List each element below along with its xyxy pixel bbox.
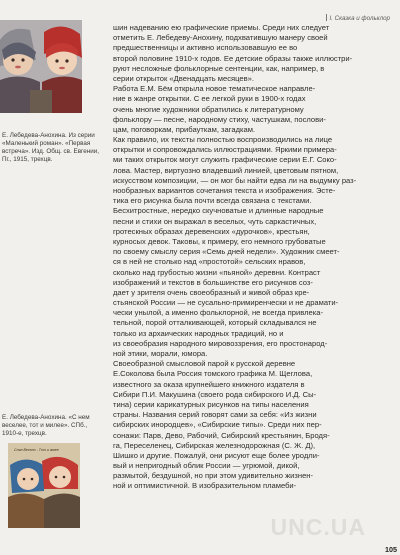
body-text-line: второй половине 1910-х годов. Ее детские образы также иллюстри- <box>113 53 353 63</box>
body-text-line: шин надеванию ею графические приемы. Среди них следует <box>113 23 330 32</box>
body-text-line: ми таких открыток могут служить графические серии Е.Г. Соко- <box>113 155 337 165</box>
figure-2-caption <box>2 414 90 438</box>
illustration-children-winter-art <box>0 20 82 113</box>
body-text-line: га, Переселенец, Сибирская железнодорожная (С. Ж. Д), <box>113 440 316 450</box>
body-text-line: Работа Е.М. Бём открыла новое тематическое направле- <box>113 84 316 94</box>
body-text-line: ной и оптимистичной. В изобразительном пламеби- <box>113 481 297 491</box>
body-text-line: Шишко и другие. Пожалуй, они рисуют еще более уродли- <box>113 450 320 460</box>
body-text-line: очень многие художники обратились к литературному <box>113 104 304 114</box>
body-text-line: отметить Е. Лебедеву-Анохину, подхватившую манеру своей <box>113 33 328 43</box>
body-text-line: Как правило, их тексты полностью воспроизводились на лице <box>113 135 333 145</box>
postcard-inscription: Снял Весело - Тот и жмее <box>14 448 59 452</box>
body-text-line: Сибири П.И. Макушина (своего рода сибирского И.Д. Сы- <box>113 389 317 399</box>
caption-line: Е. Лебедева-Анохина. Из серии <box>2 132 95 139</box>
figure-1-caption <box>2 132 99 164</box>
body-text-line: гротескных образах деревенских «дурочков», крестьян, <box>113 226 310 236</box>
caption-line: веселее, тот и милее». СПб., <box>2 421 88 429</box>
body-text-line: песни и стихи он выражал в веселых, чуть саркастичных, <box>113 216 317 226</box>
body-text-line: ся в ней не столько над «простотой» сельских нравов, <box>113 257 306 267</box>
body-text-line: руют несложные фольклорные сентенции, как, например, в <box>113 63 325 73</box>
body-text-line: предшественницы и активно использовавшую ее во <box>113 43 298 53</box>
body-text-line: страны. Названия серий говорят сами за себя: «Из жизни <box>113 410 317 420</box>
body-text-line: нообразных вариантов сочетания текста и изображения. Эсте- <box>113 186 336 195</box>
caption-line: «Маленький роман». «Первая <box>2 139 91 147</box>
body-text-line: дает у зрителя очень своеобразный и живой образ кре- <box>113 287 310 297</box>
body-text-line: Своеобразной смысловой парой к русской деревне <box>113 359 296 369</box>
running-head <box>326 14 390 22</box>
body-text-line: ной этики, морали, юмора. <box>113 349 208 358</box>
body-text-line: тельной, порой отталкивающей, который складывался не <box>113 318 317 328</box>
body-text-line: известного за оказа крупнейшего книжного издателя в <box>113 379 305 389</box>
caption-line: встреча». Изд. Общ. св. Евгении, <box>2 147 99 155</box>
body-text-line: только из архаических народных традиций, но и <box>113 328 284 338</box>
body-text-line: тина) серии карикатурных рисунков на типы населения <box>113 399 309 409</box>
illustration-postcard-art <box>8 443 80 528</box>
page-number: 105 <box>385 545 397 554</box>
body-text-line: изображений и текстов в большинстве его рисунков соз- <box>113 277 313 287</box>
caption-line: Пг., 1915, трехцв. <box>2 155 53 163</box>
body-text-line: Е.Соколова была Россия томского графика М. Щеглова, <box>113 369 313 379</box>
body-text-line: вый и непригодный облик России — угрюмой, дикой, <box>113 461 300 471</box>
body-text-line: Бесхитростные, нередко скучноватые и длинные народные <box>113 206 324 216</box>
body-text-line: открытки и сопровождались иллюстрациями. Яркими примера- <box>113 145 337 155</box>
body-text-line: по своему смыслу серия «Семь дней недели». Художник смеет- <box>113 247 340 257</box>
body-text-line: искусством композиции, — он мог бы найти едва ли на выдумку раз- <box>113 175 357 185</box>
body-text-line: из своеобразия народного мировоззрения, его простонарод- <box>113 338 328 348</box>
body-text-column <box>113 23 394 492</box>
body-text-line: фольклору — песне, народному стиху, частушкам, послови- <box>113 114 326 124</box>
body-text-line: чески унылой, а именно фольклорной, не всегда привлека- <box>113 308 323 318</box>
caption-line: Е. Лебедева-Анохина. «С нем <box>2 414 90 421</box>
running-head-rule <box>326 14 327 21</box>
body-text-line: размытой, бездушной, но при этом удивительно жизнен- <box>113 471 314 481</box>
body-text-line: стьянской России — не сусально-примиренчески и не драмати- <box>113 298 339 308</box>
running-head-text: I. Сказка и фольклор <box>329 15 390 22</box>
body-text-line: сколько над грубостью жизни «пьяной» деревни. Контраст <box>113 267 321 277</box>
body-text-line: цам, поговоркам, прибауткам, загадкам. <box>113 124 256 134</box>
body-text-line: ние в жанре открытки. С ее легкой руки в 1900-х годах <box>113 94 306 104</box>
illustration-children-winter-portrait <box>0 20 82 113</box>
illustration-postcard-girls <box>8 443 80 528</box>
watermark: UNC.UA <box>270 514 366 540</box>
caption-line: 1910-е, трехцв. <box>2 429 47 437</box>
body-text-line: сонажи: Парв, Дево, Рабочий, Сибирский крестьянин, Бродя- <box>113 430 330 440</box>
body-text-line: тика его рисунка была почти всегда связана с текстами. <box>113 196 312 206</box>
body-text-line: курносых девок. Таковы, к примеру, его немного грубоватые <box>113 236 326 246</box>
body-text-line: сибирских инородцев», «Сибирские типы». Среди них пер- <box>113 420 322 430</box>
body-text-line: лова. Мастер, виртуозно владевший линией, цветовым пятном, <box>113 165 339 175</box>
body-text-line: серии открыток «Двенадцать месяцев». <box>113 73 254 83</box>
